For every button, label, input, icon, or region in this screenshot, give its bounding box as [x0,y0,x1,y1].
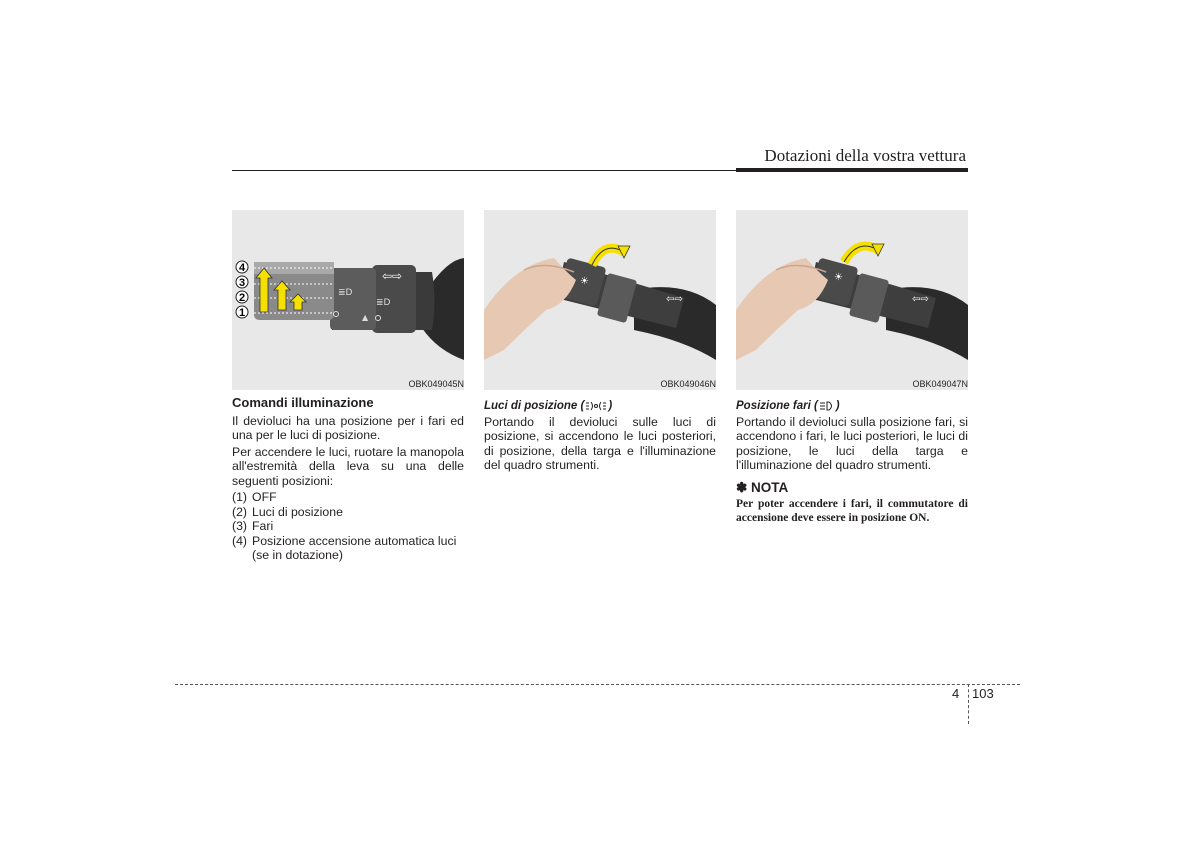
position-marker-1: 1 [238,307,246,319]
figure-code: OBK049046N [660,379,716,389]
svg-text:≣D: ≣D [338,288,353,298]
position-marker-3: 3 [238,277,246,289]
paragraph: Portando il devioluci sulla posizione fari, si accendono i fari, le luci posteriori, le luci di posizione, le luci della targa e l'illuminazione del quadro strumenti. [736,414,968,472]
list-item: (4) Posizione accensione automatica luci (se in dotazione) [232,533,457,562]
position-marker-2: 2 [238,292,246,304]
headlight-icon [819,400,835,412]
footer-divider [968,684,969,724]
section-heading: Posizione fari ( ) [736,400,840,412]
figure-light-switch-positions [232,210,464,390]
svg-text:≣D: ≣D [376,298,391,308]
paragraph: Portando il devioluci sulle luci di posizione, si accendono le luci posteriori, di posizione, della targa e l'illuminazione del quadro strumenti. [484,414,716,472]
position-marker-4: 4 [238,262,246,274]
figure-code: OBK049047N [912,379,968,389]
section-heading: Luci di posizione ( ) [484,400,613,412]
svg-text:▲: ▲ [362,313,369,322]
svg-text:☀: ☀ [580,276,589,287]
figure-parking-lights [484,210,716,390]
list-item: (1) OFF [232,490,277,504]
header-rule [232,170,736,171]
section-headlights [736,399,968,525]
svg-text:⇦⇨: ⇦⇨ [912,294,929,305]
list-item: (3) Fari [232,519,274,533]
page-number: 103 [972,686,994,701]
running-header: Dotazioni della vostra vettura [764,146,966,165]
svg-text:⇦⇨: ⇦⇨ [666,294,683,305]
figure-headlights [736,210,968,390]
svg-text:☀: ☀ [834,272,843,283]
figure-code: OBK049045N [408,379,464,389]
note-heading: ✽ NOTA [736,479,789,495]
section-parking-lights [484,399,716,475]
section-lighting-controls [232,396,464,563]
paragraph: Per accendere le luci, ruotare la manopola all'estremità della leva su una delle seguenti posizioni: [232,444,464,488]
paragraph: Il devioluci ha una posizione per i fari ed una per le luci di posizione. [232,413,464,442]
note-body: Per poter accendere i fari, il commutatore di accensione deve essere in posizione ON. [736,498,968,524]
chapter-number: 4 [952,686,960,701]
svg-text:⇦⇨: ⇦⇨ [382,269,403,283]
parking-light-icon [585,400,607,412]
header-rule-thick [736,168,968,172]
section-heading: Comandi illuminazione [232,395,374,410]
footer-rule [175,684,1020,685]
list-item: (2) Luci di posizione [232,504,343,519]
